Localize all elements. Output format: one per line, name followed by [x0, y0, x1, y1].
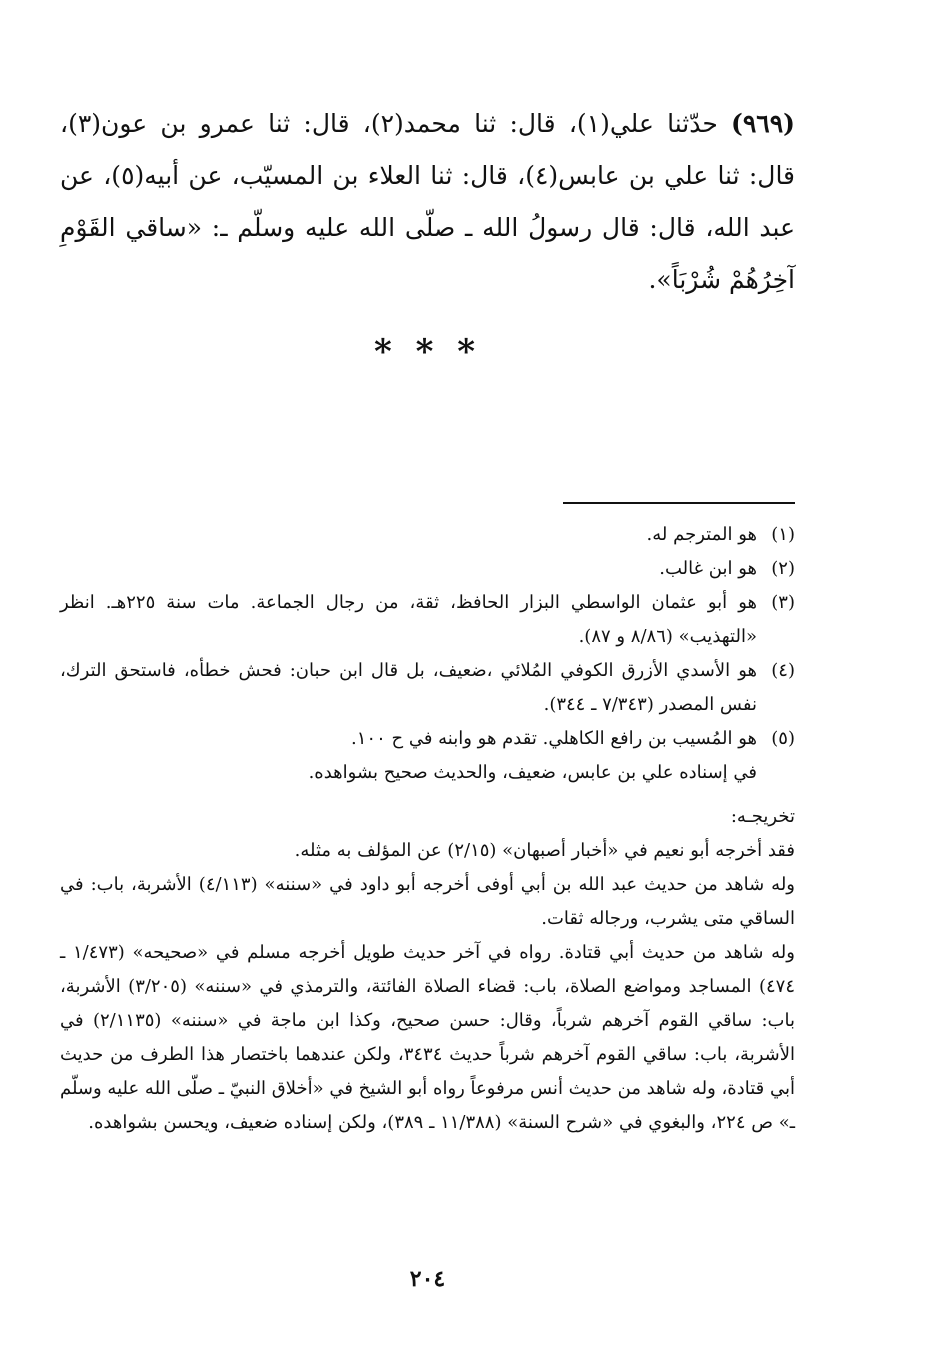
footnote-number: (٢): [771, 558, 795, 579]
hadith-text: [60, 98, 795, 306]
takhrij-paragraph: وله شاهد من حديث أبي قتادة. رواه في آخر حديث طويل أخرجه مسلم في «صحيحه» (١/٤٧٣ ـ ٤٧٤) المساجد ومواضع الصلاة، باب: قضاء الصلاة الفائتة، والترمذي في «سننه» (٣/٢٠٥) الأشربة، باب: ساقي القوم آخرهم شرباً، وقال: حسن صحيح، وكذا ابن ماجة في «سننه» (٢/١١٣٥) في الأشربة، باب: ساقي القوم آخرهم شرباً حديث ٣٤٣٤، ولكن عندهما باختصار هذا الطرف من حديث أبي قتادة، وله شاهد من حديث أنس مرفوعاً رواه أبو الشيخ في «أخلاق النبيّ ـ صلّى الله عليه وسلّم ـ» ص ٢٢٤، والبغوي في «شرح السنة» (١١/٣٨٨ ـ ٣٨٩)، ولكن إسناده ضعيف، ويحسن بشواهده.: [59, 942, 795, 1133]
footnote-number: (٥): [771, 728, 795, 749]
hadith-number: (٩٦٩): [731, 109, 795, 138]
footnote-text: هو المُسيب بن رافع الكاهلي. تقدم هو وابنه في ح ١٠٠.: [351, 728, 757, 749]
footnotes: [60, 518, 795, 1140]
footnote: [60, 722, 795, 756]
footnote: [60, 654, 795, 722]
footnote-number: (٤): [771, 660, 795, 681]
footnote-divider: [563, 502, 795, 504]
footnote-text: هو الأسدي الأزرق الكوفي المُلائي ،ضعيف، بل قال ابن حبان: فحش خطأه، فاستحق الترك، نفس المصدر (٧/٣٤٣ ـ ٣٤٤).: [60, 660, 757, 715]
hadith-paragraph: [60, 98, 795, 306]
takhrij-paragraph: فقد أخرجه أبو نعيم في «أخبار أصبهان» (٢/١٥) عن المؤلف به مثله.: [294, 840, 795, 861]
footnote-text: هو ابن غالب.: [659, 558, 757, 579]
section-separator: * * *: [373, 332, 481, 372]
takhrij-paragraph: وله شاهد من حديث عبد الله بن أبي أوفى أخرجه أبو داود في «سننه» (٤/١١٣) الأشربة، باب: في الساقي متى يشرب، ورجاله ثقات.: [60, 874, 795, 929]
takhrij-section: [60, 800, 795, 1140]
isnad-note: في إسناده علي بن عابس، ضعيف، والحديث صحيح بشواهده.: [308, 762, 757, 783]
footnote-number: (١): [771, 524, 795, 545]
document-page: [60, 70, 795, 1360]
footnote-text: هو أبو عثمان الواسطي البزار الحافظ، ثقة، من رجال الجماعة. مات سنة ٢٢٥هـ. انظر «التهذيب» (٨/٨٦ و ٨٧).: [60, 592, 757, 647]
footnote: [60, 586, 795, 654]
takhrij-heading: تخريجـه:: [730, 806, 795, 827]
footnote: [60, 552, 795, 586]
footnote-number: (٣): [771, 592, 795, 613]
hadith-body: حدّثنا علي(١)، قال: ثنا محمد(٢)، قال: ثنا عمرو بن عون(٣)، قال: ثنا علي بن عابس(٤)، قال: ثنا العلاء بن المسيّب، عن أبيه(٥)، عن عبد الله، قال: قال رسولُ الله ـ صلّى الله عليه وسلّم ـ: «ساقي القَوْمِ آخِرُهُمْ شُرْبَاً».: [60, 109, 796, 294]
page-number: ٢٠٤: [409, 1266, 446, 1292]
footnote: [60, 518, 795, 552]
footnote-text: هو المترجم له.: [646, 524, 757, 545]
